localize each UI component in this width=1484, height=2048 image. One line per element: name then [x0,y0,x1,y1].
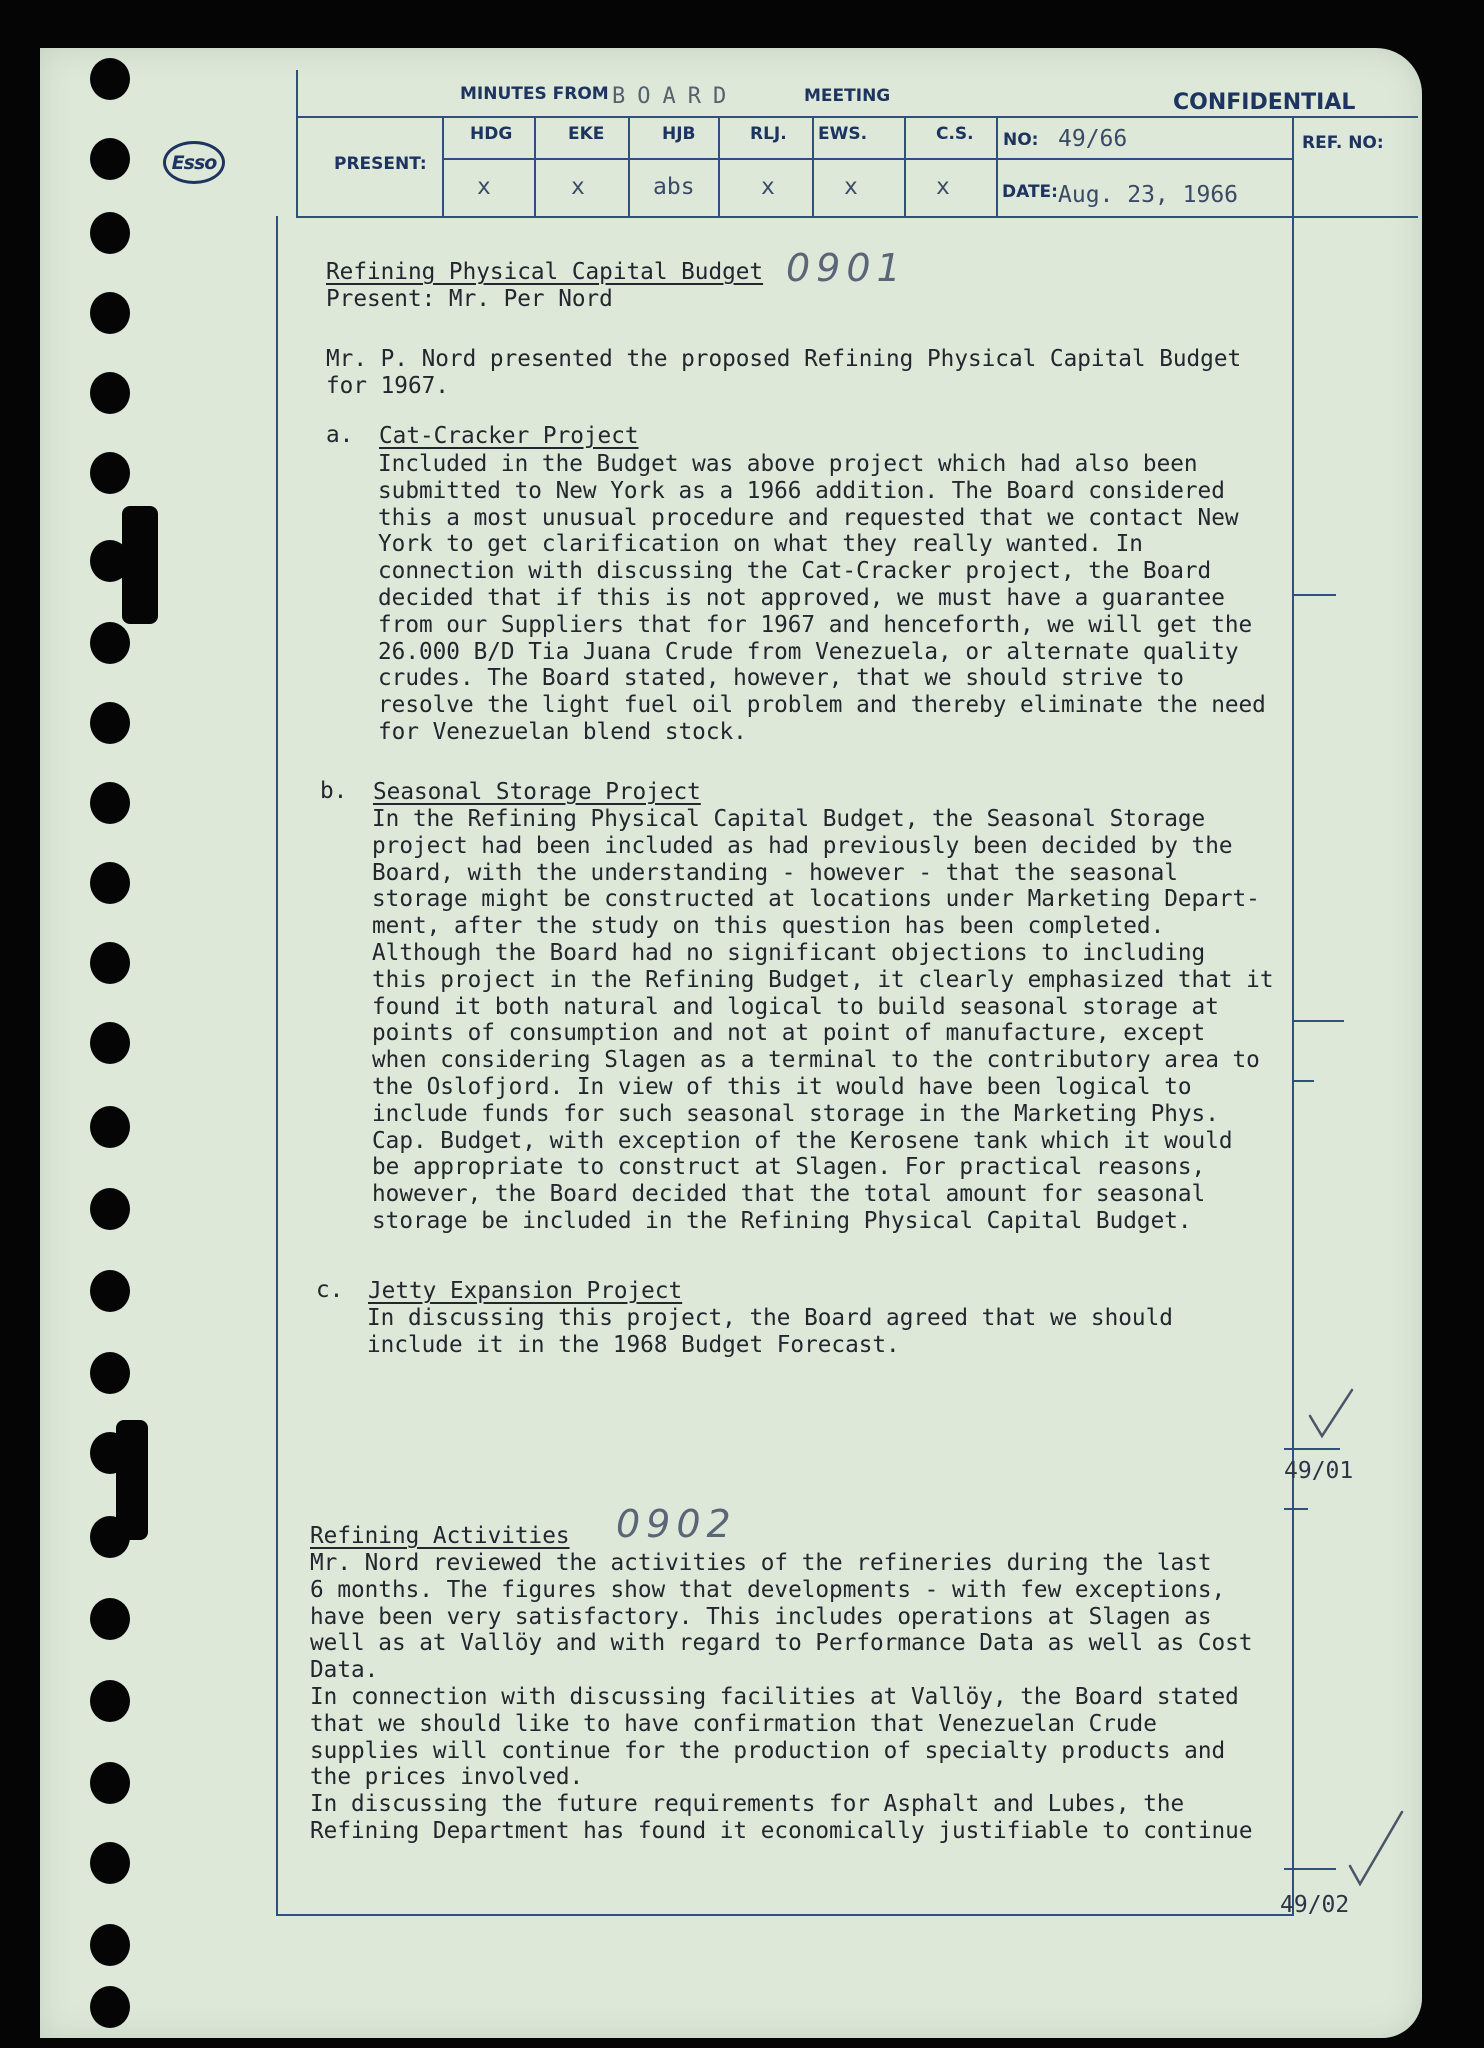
binder-hole [90,1106,130,1148]
text-line: Data. [310,1657,379,1684]
binder-hole [90,58,130,100]
check-mark-icon [1306,1386,1356,1442]
binder-hole [90,702,130,744]
item-marker: a. [326,422,354,448]
attendee-mark: x [571,174,585,200]
section-title-refining-budget: Refining Physical Capital Budget [326,259,764,285]
item-title-cat-cracker: Cat-Cracker Project [379,423,639,449]
attendee-code: HJB [662,124,696,144]
form-border [996,116,998,216]
attendee-mark: x [844,174,858,200]
form-border [442,116,444,216]
text-line: supplies will continue for the production of specialty products and [310,1737,1226,1764]
text-line: In the Refining Physical Capital Budget, the Seasonal Storage [372,806,1206,832]
item-marker: b. [320,778,348,804]
form-border [296,116,1418,118]
margin-line [1284,1448,1340,1450]
text-line: project had been included as had previously been decided by the [372,832,1233,859]
text-line: have been very satisfactory. This includes operations at Slagen as [310,1603,1212,1630]
margin-line [1294,1080,1314,1082]
binder-hole [90,942,130,984]
text-line: the prices involved. [310,1764,584,1791]
binder-hole [90,1762,130,1804]
binder-hole [90,862,130,904]
attendee-mark: x [477,174,491,200]
esso-logo: Esso [163,141,225,184]
no-label: NO: [1003,130,1039,150]
form-border [296,70,298,218]
form-border [812,116,814,216]
text-line: that we should like to have confirmation that Venezuelan Crude [310,1710,1157,1737]
text-line: In discussing the future requirements for Asphalt and Lubes, the [310,1791,1185,1818]
minutes-from-label: MINUTES FROM [460,84,609,104]
form-border [296,216,1418,218]
text-line: Mr. Nord reviewed the activities of the refineries during the last [310,1550,1212,1576]
item-body-jetty-expansion [367,1305,1173,1359]
ref-no-label: REF. NO: [1302,133,1384,153]
check-mark-icon [1346,1808,1406,1888]
item-body-seasonal-storage [372,806,1274,1235]
binder-hole [90,1924,130,1966]
text-line: this a most unusual procedure and requested that we contact New [378,504,1239,531]
binder-hole [90,1842,130,1884]
item-marker: c. [316,1277,344,1303]
handwritten-code: 0901 [786,246,907,290]
date-value: Aug. 23, 1966 [1058,182,1239,208]
binder-hole [90,372,130,414]
binder-hole [90,1352,130,1394]
attendee-code: EKE [568,124,605,144]
text-line: the Oslofjord. In view of this it would have been logical to [372,1073,1192,1100]
form-border [718,116,720,216]
meeting-label: MEETING [804,86,891,106]
binder-hole [90,138,130,180]
margin-ref: 49/01 [1284,1458,1354,1484]
form-border [276,216,278,1916]
binder-hole [90,1188,130,1230]
margin-line [1284,1508,1308,1510]
item-title-seasonal-storage: Seasonal Storage Project [373,779,701,805]
attendee-code: C.S. [936,124,974,144]
binder-hole [90,1598,130,1640]
text-line: include it in the 1968 Budget Forecast. [367,1331,900,1358]
text-line: In discussing this project, the Board agreed that we should [367,1305,1173,1331]
confidential-label: CONFIDENTIAL [1173,90,1356,115]
margin-line [1294,1020,1344,1022]
form-border [442,158,1294,160]
binder-hole [90,782,130,824]
text-line: however, the Board decided that the total amount for seasonal [372,1181,1206,1208]
binder-clip [122,506,158,624]
form-border [1292,116,1294,1916]
form-border [276,1914,1294,1916]
text-line: In connection with discussing facilities at Vallöy, the Board stated [310,1683,1239,1710]
text-line: Board, with the understanding - however - that the seasonal [372,859,1178,886]
present-label: PRESENT: [334,154,427,174]
text-line: found it both natural and logical to build seasonal storage at [372,993,1219,1020]
text-line: when considering Slagen as a terminal to the contributory area to [372,1047,1260,1074]
attendee-code: EWS. [818,124,868,144]
attendee-mark: x [761,174,775,200]
text-line: Included in the Budget was above project which had also been [378,451,1198,477]
text-line: 6 months. The figures show that developments - with few exceptions, [310,1576,1226,1603]
attendee-mark: x [936,174,950,200]
text-line: points of consumption and not at point of manufacture, except [372,1020,1206,1047]
text-line: from our Suppliers that for 1967 and henceforth, we will get the [378,611,1253,638]
margin-ref: 49/02 [1280,1892,1350,1918]
attendee-code: RLJ. [750,124,787,144]
text-line: Cap. Budget, with exception of the Kerosene tank which it would [372,1127,1233,1154]
section-body-refining-activities [310,1550,1252,1845]
text-line: storage might be constructed at locations under Marketing Depart- [372,886,1260,913]
text-line: Although the Board had no significant objections to including [372,939,1206,966]
text-line: York to get clarification on what they really wanted. In [378,531,1143,558]
item-title-jetty-expansion: Jetty Expansion Project [368,1278,683,1304]
text-line: for Venezuelan blend stock. [378,718,747,745]
text-line: connection with discussing the Cat-Cracker project, the Board [378,558,1212,585]
text-line: well as at Vallöy and with regard to Performance Data as well as Cost [310,1630,1253,1657]
binder-hole [90,452,130,494]
intro-paragraph [326,346,1241,400]
attendee-mark: abs [653,174,695,200]
binder-hole [90,212,130,254]
text-line: ment, after the study on this question has been completed. [372,913,1165,940]
text-line: Refining Department has found it economically justifiable to continue [310,1817,1253,1844]
text-line: resolve the light fuel oil problem and thereby eliminate the need [378,692,1266,719]
text-line: submitted to New York as a 1966 addition. The Board considered [378,477,1225,504]
attendee-code: HDG [470,124,513,144]
text-line: for 1967. [326,372,449,399]
binder-hole [90,1680,130,1722]
text-line: this project in the Refining Budget, it clearly emphasized that it [372,966,1274,993]
text-line: 26.000 B/D Tia Juana Crude from Venezuela, or alternate quality [378,638,1239,665]
binder-hole [90,1270,130,1312]
binder-hole [90,1022,130,1064]
margin-line [1284,1868,1336,1870]
form-border [628,116,630,216]
minutes-source: BOARD [612,84,739,109]
text-line: include funds for such seasonal storage in the Marketing Phys. [372,1100,1219,1127]
present-line: Present: Mr. Per Nord [326,286,613,312]
date-label: DATE: [1002,182,1058,202]
handwritten-code: 0902 [616,1502,737,1546]
item-body-cat-cracker [378,451,1266,746]
text-line: storage be included in the Refining Physical Capital Budget. [372,1207,1192,1234]
binder-hole [90,292,130,334]
form-border [534,116,536,216]
form-border [904,116,906,216]
margin-line [1294,594,1336,596]
binder-clip [116,1420,148,1540]
text-line: Mr. P. Nord presented the proposed Refining Physical Capital Budget [326,346,1242,372]
section-title-refining-activities: Refining Activities [310,1523,570,1549]
binder-hole [90,622,130,664]
text-line: decided that if this is not approved, we must have a guarantee [378,584,1225,611]
no-value: 49/66 [1058,126,1128,152]
text-line: be appropriate to construct at Slagen. For practical reasons, [372,1154,1206,1181]
text-line: crudes. The Board stated, however, that we should strive to [378,665,1184,692]
binder-hole [90,1986,130,2028]
